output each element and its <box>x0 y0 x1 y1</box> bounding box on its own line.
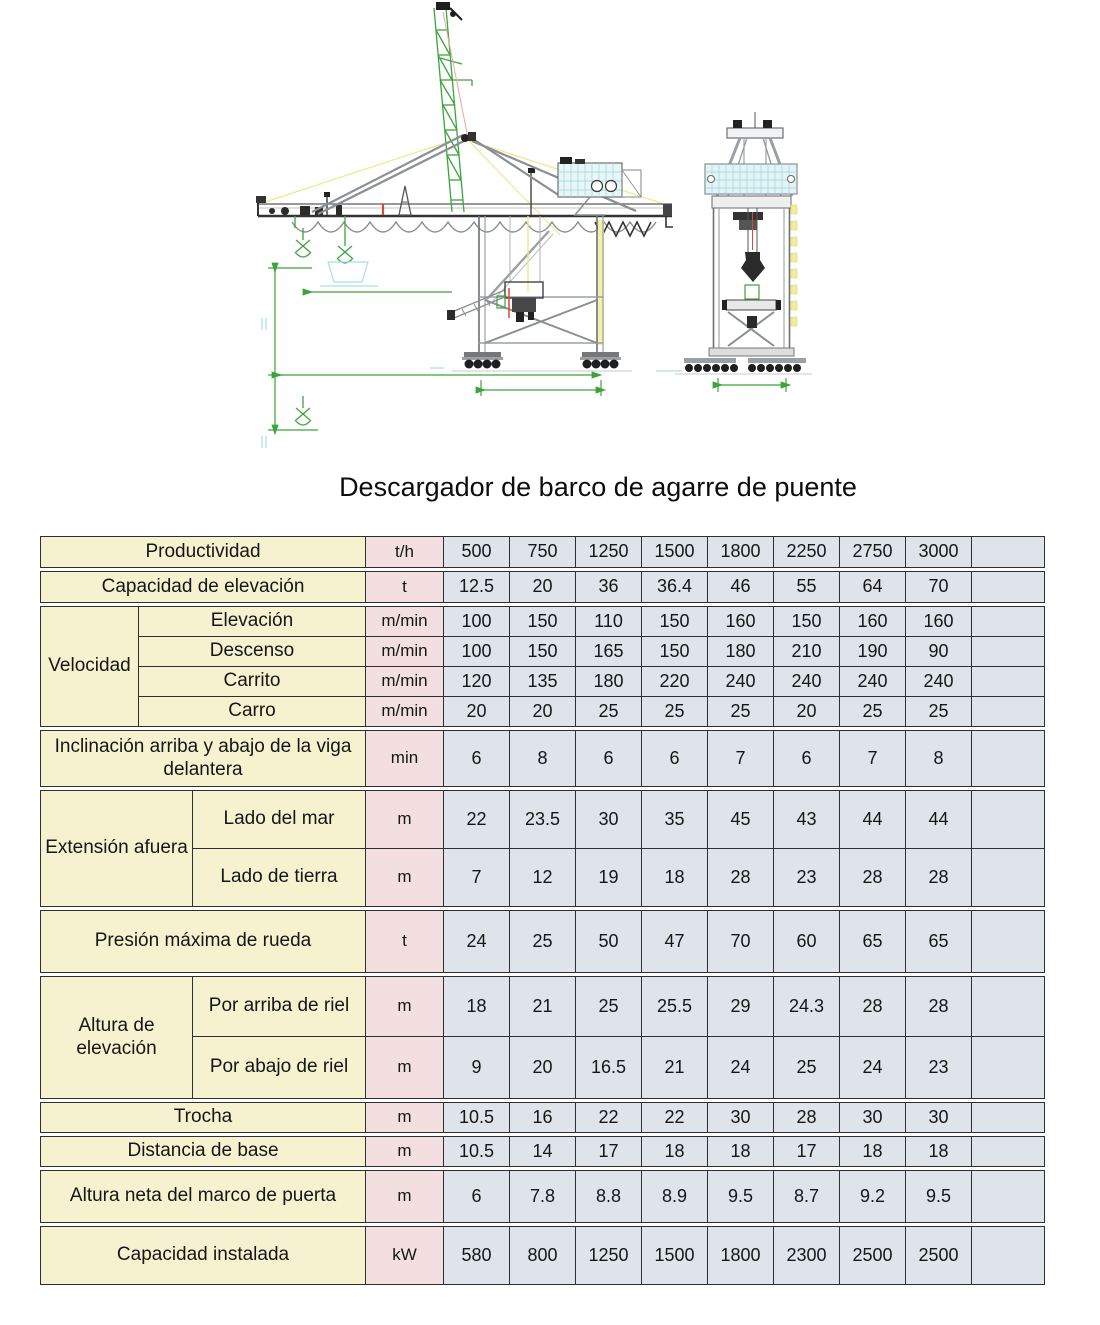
value-cell: 25 <box>576 697 642 727</box>
value-cell: 150 <box>510 607 576 637</box>
value-cell: 2300 <box>774 1227 840 1285</box>
table-row <box>41 911 1045 973</box>
value-cell: 6 <box>444 1171 510 1223</box>
value-cell: 6 <box>444 731 510 787</box>
empty-cell <box>972 1171 1045 1223</box>
portal-frame <box>479 216 604 352</box>
value-cell: 240 <box>906 667 972 697</box>
unit-cell: m <box>366 849 444 907</box>
value-cell: 1800 <box>708 537 774 568</box>
value-cell: 190 <box>840 637 906 667</box>
dimension-lines <box>268 268 601 430</box>
row-label: Presión máxima de rueda <box>41 911 366 973</box>
table-block <box>40 790 1045 907</box>
value-cell: 45 <box>708 791 774 849</box>
value-cell: 580 <box>444 1227 510 1285</box>
front-view <box>675 112 812 392</box>
value-cell: 180 <box>708 637 774 667</box>
value-cell: 28 <box>906 849 972 907</box>
value-cell: 18 <box>906 1137 972 1167</box>
empty-cell <box>972 1103 1045 1133</box>
value-cell: 65 <box>906 911 972 973</box>
empty-cell <box>972 1137 1045 1167</box>
value-cell: 1800 <box>708 1227 774 1285</box>
value-cell: 23.5 <box>510 791 576 849</box>
value-cell: 7 <box>840 731 906 787</box>
value-cell: 220 <box>642 667 708 697</box>
value-cell: 1250 <box>576 1227 642 1285</box>
table-block <box>40 1102 1045 1133</box>
value-cell: 2500 <box>906 1227 972 1285</box>
value-cell: 24 <box>708 1037 774 1099</box>
table-row <box>41 1103 1045 1133</box>
unit-cell: m <box>366 1103 444 1133</box>
value-cell: 120 <box>444 667 510 697</box>
value-cell: 18 <box>642 1137 708 1167</box>
value-cell: 2750 <box>840 537 906 568</box>
value-cell: 20 <box>510 697 576 727</box>
value-cell: 7 <box>444 849 510 907</box>
value-cell: 25.5 <box>642 977 708 1037</box>
table-block <box>40 976 1045 1099</box>
table-block <box>40 730 1045 787</box>
value-cell: 16.5 <box>576 1037 642 1099</box>
empty-cell <box>972 911 1045 973</box>
value-cell: 8 <box>510 731 576 787</box>
value-cell: 12 <box>510 849 576 907</box>
row-label: Carrito <box>139 667 366 697</box>
unit-cell: m <box>366 791 444 849</box>
row-label: Por arriba de riel <box>193 977 366 1037</box>
value-cell: 43 <box>774 791 840 849</box>
crane-technical-drawing <box>0 0 1100 465</box>
table-row <box>41 697 1045 727</box>
value-cell: 7.8 <box>510 1171 576 1223</box>
value-cell: 7 <box>708 731 774 787</box>
unit-cell: min <box>366 731 444 787</box>
unit-cell: m/min <box>366 697 444 727</box>
value-cell: 20 <box>774 697 840 727</box>
value-cell: 14 <box>510 1137 576 1167</box>
empty-cell <box>972 637 1045 667</box>
table-row <box>41 1227 1045 1285</box>
value-cell: 36.4 <box>642 572 708 603</box>
value-cell: 23 <box>774 849 840 907</box>
value-cell: 25 <box>576 977 642 1037</box>
empty-cell <box>972 791 1045 849</box>
value-cell: 25 <box>510 911 576 973</box>
value-cell: 30 <box>840 1103 906 1133</box>
row-label: Altura neta del marco de puerta <box>41 1171 366 1223</box>
value-cell: 110 <box>576 607 642 637</box>
empty-cell <box>972 849 1045 907</box>
value-cell: 800 <box>510 1227 576 1285</box>
value-cell: 18 <box>444 977 510 1037</box>
row-label: Productividad <box>41 537 366 568</box>
row-label: Descenso <box>139 637 366 667</box>
unit-cell: m/min <box>366 607 444 637</box>
value-cell: 10.5 <box>444 1103 510 1133</box>
row-label: Lado del mar <box>193 791 366 849</box>
value-cell: 2250 <box>774 537 840 568</box>
table-row <box>41 607 1045 637</box>
value-cell: 46 <box>708 572 774 603</box>
unit-cell: m/min <box>366 667 444 697</box>
value-cell: 750 <box>510 537 576 568</box>
value-cell: 21 <box>510 977 576 1037</box>
value-cell: 8 <box>906 731 972 787</box>
table-row <box>41 572 1045 603</box>
unit-cell: kW <box>366 1227 444 1285</box>
value-cell: 10.5 <box>444 1137 510 1167</box>
value-cell: 240 <box>840 667 906 697</box>
value-cell: 25 <box>642 697 708 727</box>
row-label: Capacidad instalada <box>41 1227 366 1285</box>
unit-cell: m/min <box>366 637 444 667</box>
value-cell: 19 <box>576 849 642 907</box>
value-cell: 20 <box>510 1037 576 1099</box>
value-cell: 1500 <box>642 1227 708 1285</box>
value-cell: 30 <box>906 1103 972 1133</box>
value-cell: 9.5 <box>708 1171 774 1223</box>
value-cell: 29 <box>708 977 774 1037</box>
value-cell: 28 <box>840 849 906 907</box>
row-label: Lado de tierra <box>193 849 366 907</box>
value-cell: 20 <box>510 572 576 603</box>
table-row <box>41 791 1045 849</box>
unit-cell: t <box>366 572 444 603</box>
value-cell: 25 <box>840 697 906 727</box>
value-cell: 20 <box>444 697 510 727</box>
value-cell: 18 <box>642 849 708 907</box>
value-cell: 22 <box>444 791 510 849</box>
value-cell: 70 <box>708 911 774 973</box>
value-cell: 160 <box>708 607 774 637</box>
group-label: Velocidad <box>41 607 139 727</box>
value-cell: 35 <box>642 791 708 849</box>
value-cell: 1250 <box>576 537 642 568</box>
unit-cell: m <box>366 977 444 1037</box>
value-cell: 64 <box>840 572 906 603</box>
table-row <box>41 1137 1045 1167</box>
value-cell: 165 <box>576 637 642 667</box>
value-cell: 25 <box>906 697 972 727</box>
side-view <box>256 2 682 448</box>
front-trolley-grab <box>722 208 781 346</box>
table-row <box>41 637 1045 667</box>
table-row <box>41 537 1045 568</box>
value-cell: 240 <box>774 667 840 697</box>
value-cell: 28 <box>840 977 906 1037</box>
table-block <box>40 1170 1045 1223</box>
value-cell: 135 <box>510 667 576 697</box>
apex-pivot <box>461 132 476 142</box>
value-cell: 160 <box>906 607 972 637</box>
row-label: Distancia de base <box>41 1137 366 1167</box>
group-label: Altura de elevación <box>41 977 193 1099</box>
value-cell: 17 <box>774 1137 840 1167</box>
row-label: Inclinación arriba y abajo de la viga delantera <box>41 731 366 787</box>
unit-cell: m <box>366 1137 444 1167</box>
value-cell: 60 <box>774 911 840 973</box>
unit-cell: m <box>366 1037 444 1099</box>
value-cell: 24 <box>444 911 510 973</box>
value-cell: 90 <box>906 637 972 667</box>
front-top-beam <box>727 112 783 138</box>
value-cell: 8.8 <box>576 1171 642 1223</box>
empty-cell <box>972 572 1045 603</box>
empty-cell <box>972 537 1045 568</box>
table-block <box>40 1226 1045 1285</box>
value-cell: 25 <box>774 1037 840 1099</box>
value-cell: 28 <box>906 977 972 1037</box>
table-block <box>40 910 1045 973</box>
value-cell: 100 <box>444 607 510 637</box>
empty-cell <box>972 667 1045 697</box>
value-cell: 17 <box>576 1137 642 1167</box>
table-block <box>40 606 1045 727</box>
unit-cell: m <box>366 1171 444 1223</box>
table-block <box>40 1136 1045 1167</box>
empty-cell <box>972 1227 1045 1285</box>
front-dimension <box>718 378 786 392</box>
value-cell: 6 <box>576 731 642 787</box>
value-cell: 55 <box>774 572 840 603</box>
value-cell: 9 <box>444 1037 510 1099</box>
value-cell: 6 <box>774 731 840 787</box>
group-label: Extensión afuera <box>41 791 193 907</box>
side-view-bogies <box>452 352 632 371</box>
value-cell: 150 <box>642 637 708 667</box>
spec-table <box>40 536 1050 1285</box>
dimension-text-marks <box>262 318 682 448</box>
table-row <box>41 667 1045 697</box>
value-cell: 100 <box>444 637 510 667</box>
table-row <box>41 1171 1045 1223</box>
value-cell: 12.5 <box>444 572 510 603</box>
value-cell: 210 <box>774 637 840 667</box>
row-label: Por abajo de riel <box>193 1037 366 1099</box>
value-cell: 150 <box>510 637 576 667</box>
value-cell: 6 <box>642 731 708 787</box>
value-cell: 240 <box>708 667 774 697</box>
value-cell: 50 <box>576 911 642 973</box>
value-cell: 65 <box>840 911 906 973</box>
value-cell: 180 <box>576 667 642 697</box>
empty-cell <box>972 731 1045 787</box>
table-block <box>40 536 1045 568</box>
table-row <box>41 977 1045 1037</box>
value-cell: 9.2 <box>840 1171 906 1223</box>
value-cell: 150 <box>642 607 708 637</box>
row-label: Trocha <box>41 1103 366 1133</box>
value-cell: 2500 <box>840 1227 906 1285</box>
value-cell: 1500 <box>642 537 708 568</box>
value-cell: 160 <box>840 607 906 637</box>
empty-cell <box>972 607 1045 637</box>
value-cell: 30 <box>708 1103 774 1133</box>
value-cell: 18 <box>840 1137 906 1167</box>
value-cell: 18 <box>708 1137 774 1167</box>
upper-girder <box>705 164 797 194</box>
lattice-mast <box>434 8 472 212</box>
table-block <box>40 571 1045 603</box>
row-label: Capacidad de elevación <box>41 572 366 603</box>
empty-cell <box>972 977 1045 1037</box>
value-cell: 150 <box>774 607 840 637</box>
value-cell: 24.3 <box>774 977 840 1037</box>
unit-cell: t <box>366 911 444 973</box>
page-title: Descargador de barco de agarre de puente <box>339 472 857 502</box>
value-cell: 36 <box>576 572 642 603</box>
front-bogies <box>675 348 812 374</box>
value-cell: 8.9 <box>642 1171 708 1223</box>
value-cell: 30 <box>576 791 642 849</box>
empty-cell <box>972 1037 1045 1099</box>
value-cell: 70 <box>906 572 972 603</box>
value-cell: 21 <box>642 1037 708 1099</box>
value-cell: 24 <box>840 1037 906 1099</box>
ship-hold <box>320 262 378 286</box>
value-cell: 28 <box>774 1103 840 1133</box>
value-cell: 22 <box>642 1103 708 1133</box>
value-cell: 25 <box>708 697 774 727</box>
row-label: Carro <box>139 697 366 727</box>
value-cell: 23 <box>906 1037 972 1099</box>
value-cell: 3000 <box>906 537 972 568</box>
grab-symbols <box>295 216 353 425</box>
value-cell: 47 <box>642 911 708 973</box>
value-cell: 9.5 <box>906 1171 972 1223</box>
value-cell: 500 <box>444 537 510 568</box>
value-cell: 8.7 <box>774 1171 840 1223</box>
value-cell: 22 <box>576 1103 642 1133</box>
value-cell: 28 <box>708 849 774 907</box>
table-row <box>41 731 1045 787</box>
value-cell: 44 <box>906 791 972 849</box>
value-cell: 44 <box>840 791 906 849</box>
empty-cell <box>972 697 1045 727</box>
unit-cell: t/h <box>366 537 444 568</box>
machinery-house <box>558 157 641 215</box>
row-label: Elevación <box>139 607 366 637</box>
value-cell: 16 <box>510 1103 576 1133</box>
